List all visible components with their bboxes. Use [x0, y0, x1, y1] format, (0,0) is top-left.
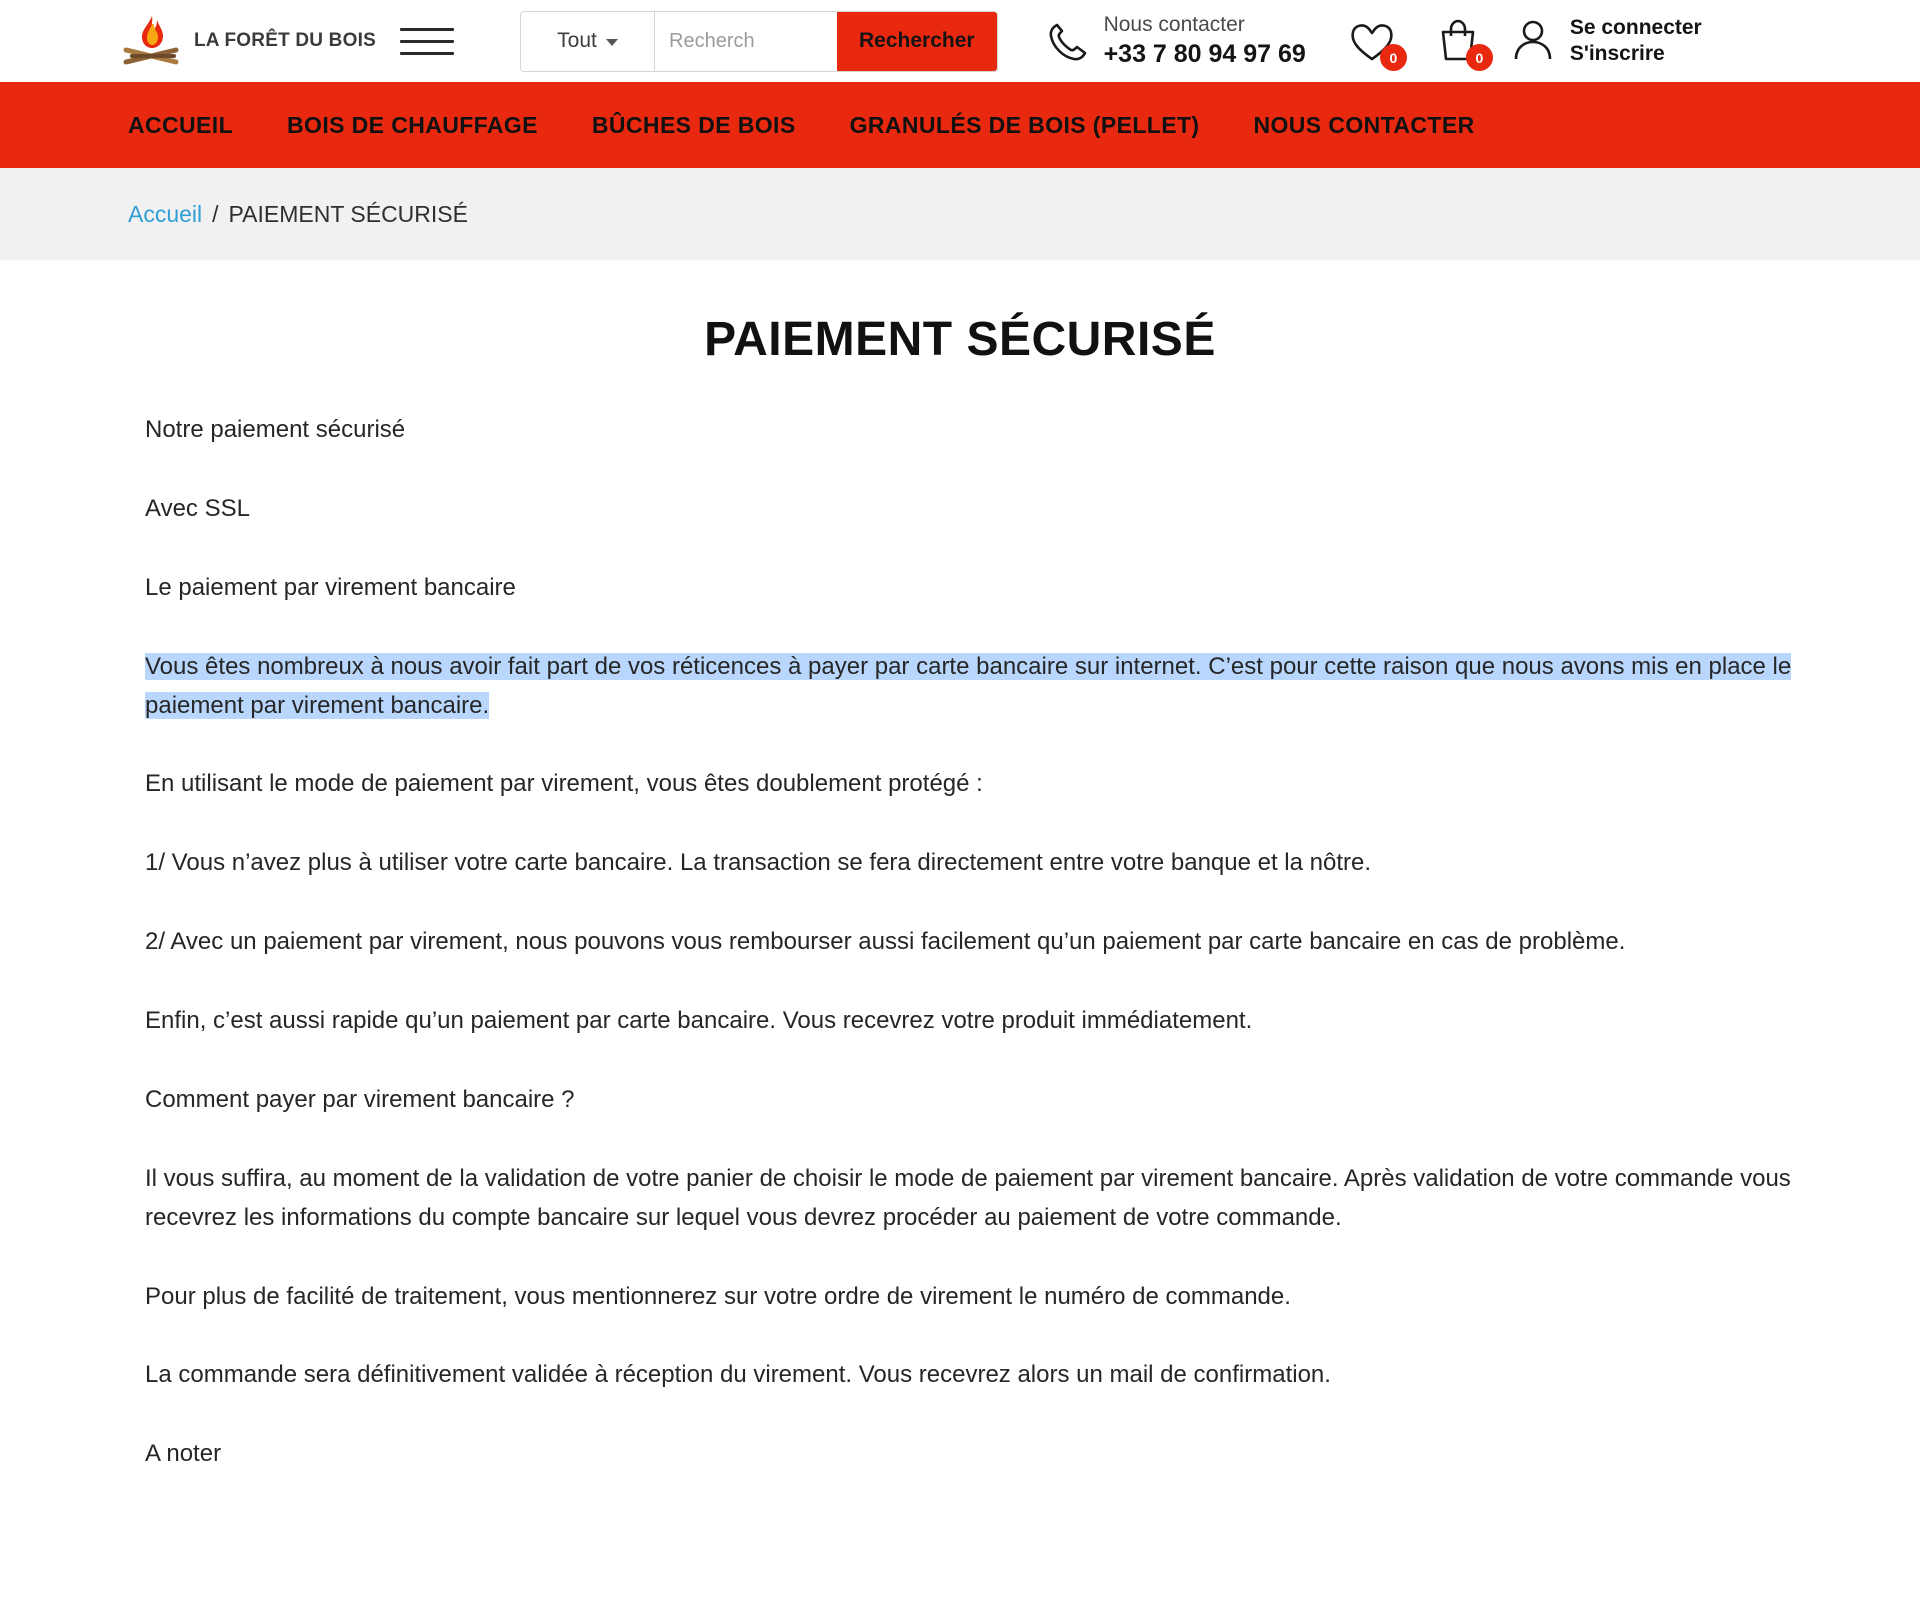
paragraph-order-number: Pour plus de facilité de traitement, vous mentionnerez sur votre ordre de virement le numéro de commande. — [145, 1282, 1291, 1310]
paragraph-intro-3: Le paiement par virement bancaire — [145, 573, 516, 601]
page-content — [0, 411, 1920, 1574]
flame-logo-icon — [118, 12, 188, 70]
breadcrumb-home-link[interactable]: Accueil — [128, 200, 203, 227]
breadcrumb-current-page: PAIEMENT SÉCURISÉ — [228, 200, 468, 227]
top-header — [0, 0, 1920, 82]
wishlist-count-badge: 0 — [1380, 44, 1407, 71]
cart-count-badge: 0 — [1466, 44, 1493, 71]
main-navigation — [0, 82, 1920, 168]
search-category-select[interactable] — [521, 12, 655, 71]
highlighted-paragraph — [145, 648, 1792, 726]
paragraph-speed: Enfin, c’est aussi rapide qu’un paiement par carte bancaire. Vous recevrez votre produit immédiatement. — [145, 1007, 1253, 1034]
wishlist-button[interactable] — [1346, 15, 1398, 67]
paragraph-confirmation: La commande sera définitivement validée à réception du virement. Vous recevrez alors un mail de confirmation. — [145, 1361, 1331, 1389]
search-category-label: Tout — [557, 29, 597, 52]
nav-item-bois-de-chauffage[interactable]: BOIS DE CHAUFFAGE — [287, 111, 538, 138]
nav-item-granules-de-bois[interactable]: GRANULÉS DE BOIS (PELLET) — [849, 111, 1200, 138]
paragraph-note: A noter — [145, 1440, 222, 1468]
contact-label: Nous contacter — [1103, 13, 1245, 37]
search-button[interactable]: Rechercher — [837, 12, 997, 71]
header-icons — [1346, 15, 1484, 67]
contact-block[interactable] — [1044, 13, 1306, 69]
login-link[interactable]: Se connecter — [1569, 15, 1702, 39]
hamburger-icon[interactable] — [400, 19, 454, 63]
paragraph-question-how: Comment payer par virement bancaire ? — [145, 1085, 575, 1113]
site-logo[interactable] — [118, 12, 378, 70]
search-bar — [520, 11, 998, 72]
paragraph-how-details: Il vous suffira, au moment de la validation de votre panier de choisir le mode de paiement par virement bancaire. Après validation de votre commande vous recevrez les informations du compte bancaire sur lequel vous devrez procéder au paiement de votre commande. — [145, 1164, 1791, 1231]
cart-button[interactable] — [1432, 15, 1484, 67]
nav-item-nous-contacter[interactable]: NOUS CONTACTER — [1253, 111, 1475, 138]
highlighted-text: Vous êtes nombreux à nous avoir fait part de vos réticences à payer par carte bancaire sur internet. C’est pour cette raison que nous avons mis en place le paiement par virement bancaire. — [145, 652, 1792, 719]
breadcrumb — [0, 168, 1920, 260]
paragraph-intro-1: Notre paiement sécurisé — [145, 416, 406, 443]
paragraph-point-2: 2/ Avec un paiement par virement, nous pouvons vous rembourser aussi facilement qu’un paiement par carte bancaire en cas de problème. — [145, 928, 1626, 956]
page-title: PAIEMENT SÉCURISÉ — [704, 313, 1216, 366]
breadcrumb-separator: / — [212, 200, 219, 227]
search-input[interactable] — [655, 12, 837, 71]
paragraph-point-1: 1/ Vous n’avez plus à utiliser votre carte bancaire. La transaction se fera directement entre votre banque et la nôtre. — [145, 849, 1372, 877]
paragraph-protection-intro: En utilisant le mode de paiement par virement, vous êtes doublement protégé : — [145, 770, 983, 798]
phone-icon — [1044, 18, 1090, 64]
account-block[interactable] — [1508, 14, 1702, 69]
register-link[interactable]: S'inscrire — [1569, 42, 1665, 65]
contact-phone-number[interactable]: +33 7 80 94 97 69 — [1103, 40, 1306, 69]
nav-item-accueil[interactable]: ACCUEIL — [128, 111, 234, 138]
user-icon — [1508, 14, 1558, 69]
paragraph-intro-2: Avec SSL — [145, 494, 250, 522]
nav-item-buches-de-bois[interactable]: BÛCHES DE BOIS — [591, 111, 796, 138]
chevron-down-icon — [606, 39, 618, 46]
logo-text: LA FORÊT DU BOIS — [194, 30, 376, 51]
